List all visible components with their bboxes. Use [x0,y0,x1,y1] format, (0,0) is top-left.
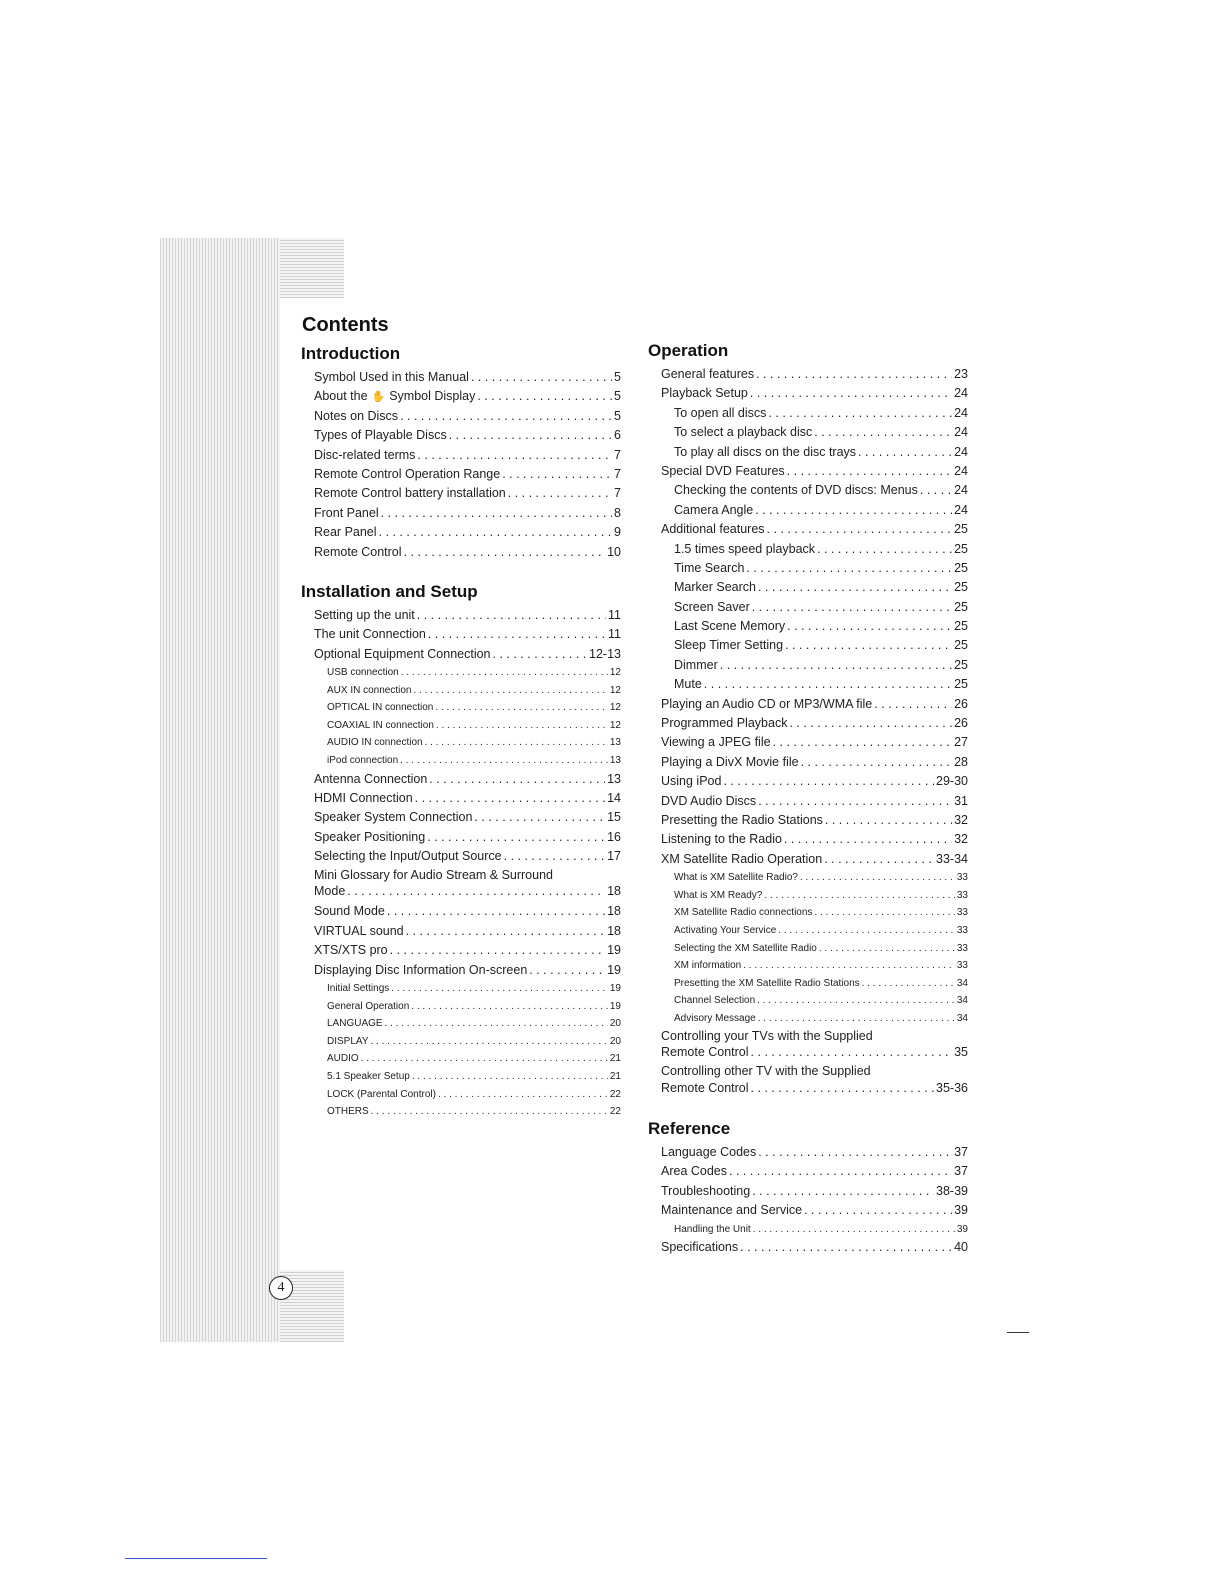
toc-entry-label: Programmed Playback [661,716,788,731]
section-heading: Introduction [301,344,401,363]
toc-subentry[interactable] [661,940,968,958]
toc-entry[interactable] [314,922,621,941]
toc-entry-label: Remote Control Operation Range [314,466,501,481]
toc-entry-label: OTHERS [327,1106,369,1118]
toc-entry[interactable] [661,520,968,539]
toc-entry-page: 24 [954,502,968,517]
toc-subentry[interactable] [314,1050,621,1068]
toc-entry-label: Activating Your Service [674,924,777,936]
toc-entry-page: 26 [954,696,968,711]
toc-entry[interactable] [661,404,968,423]
toc-entry[interactable] [661,462,968,481]
toc-subentry[interactable] [314,752,621,770]
toc-subentry[interactable] [661,975,968,993]
toc-entry-page: 34 [956,977,968,989]
toc-entry-page: 32 [954,832,968,847]
toc-entry-label: iPod connection [327,755,399,767]
toc-entry-label: Maintenance and Service [661,1203,803,1218]
toc-entry-label: Remote Control [661,1044,749,1059]
toc-entry-label: Channel Selection [674,995,756,1007]
toc-entry-label: Camera Angle [674,502,754,517]
toc-entry-page: 34 [956,1012,968,1024]
toc-entry-page: 7 [614,486,621,501]
toc-entry[interactable] [314,867,621,903]
toc-entry-label: XTS/XTS pro [314,943,388,958]
toc-entry-label: General features [661,367,755,381]
toc-entry-label: Presetting the XM Satellite Radio Stations [674,977,860,989]
toc-subentry[interactable] [314,734,621,752]
toc-entry-page: 33-34 [936,851,968,866]
toc-entry-label: Dimmer [674,657,718,672]
toc-entry[interactable] [314,828,621,847]
toc-entry-page: 33 [956,924,968,936]
toc-entry-page: 10 [607,544,621,559]
toc-entry-page: 25 [954,638,968,653]
toc-entry[interactable] [661,423,968,442]
toc-entry-page: 25 [954,599,968,614]
toc-entry-label: Front Panel [314,505,379,520]
toc-entry-label: What is XM Ready? [674,889,763,901]
toc-entry-label: About the [314,389,368,404]
toc-entry[interactable] [661,1162,968,1181]
toc-entry-label: Playing a DivX Movie file [661,754,799,769]
toc-entry-page: 12-13 [589,646,621,661]
toc-entry-label: Types of Playable Discs [314,428,447,443]
toc-entry-label: Remote Control battery installation [314,486,506,501]
toc-subentry[interactable] [661,922,968,940]
toc-entry-page: 33 [956,889,968,901]
toc-entry-page: 25 [954,560,968,575]
toc-entry-label: VIRTUAL sound [314,923,404,938]
toc-entry-page: 19 [607,943,621,958]
toc-entry[interactable] [661,598,968,617]
toc-entry-label: Presetting the Radio Stations [661,812,823,827]
toc-entry-label: Remote Control [314,544,402,559]
toc-entry-page: 8 [614,505,621,520]
toc-entry[interactable] [314,368,621,387]
toc-entry-page: 35-36 [936,1080,968,1095]
toc-entry-label: XM information [674,960,742,972]
toc-entry-label: AUX IN connection [327,684,412,696]
toc-entry-page: 26 [954,716,968,731]
toc-entry-label: Special DVD Features [661,463,785,478]
toc-entry-label: Speaker Positioning [314,829,426,844]
toc-entry-page: 18 [607,884,621,898]
toc-entry[interactable] [661,578,968,597]
toc-subentry[interactable] [661,1221,968,1239]
toc-entry[interactable] [314,902,621,921]
toc-entry-label: Disc-related terms [314,447,416,462]
toc-entry-page: 9 [614,525,621,540]
toc-section-introduction [301,342,621,562]
toc-subentry[interactable] [314,998,621,1016]
toc-entry-label: Additional features [661,522,765,537]
toc-entry-label: Controlling your TVs with the Supplied [661,1028,873,1043]
toc-entry-label: DISPLAY [327,1035,369,1047]
toc-entry-label: 1.5 times speed playback [674,541,816,556]
toc-entry-label: Advisory Message [674,1012,756,1024]
toc-entry-page: 5 [614,370,621,384]
toc-entry[interactable] [314,387,621,406]
toc-entry-label: Optional Equipment Connection [314,646,491,661]
toc-subentry[interactable] [314,1103,621,1121]
toc-entry[interactable] [661,830,968,849]
toc-entry[interactable] [661,656,968,675]
toc-entry-page: 22 [609,1106,621,1118]
toc-entry-page: 24 [954,463,968,478]
toc-entry-label: Rear Panel [314,525,377,540]
toc-entry[interactable] [661,1063,968,1099]
toc-entry-page: 29-30 [936,774,968,789]
toc-entry[interactable] [314,961,621,980]
toc-entry-label: Sound Mode [314,904,385,919]
toc-entry-page: 6 [614,428,621,443]
toc-entry-label: Checking the contents of DVD discs: Menus [674,483,918,498]
toc-entry-label: Antenna Connection [314,771,428,786]
toc-entry-page: 20 [609,1035,621,1047]
toc-right-column [648,339,968,1276]
toc-entry-label: XM Satellite Radio Operation [661,851,823,866]
toc-section-installation [301,580,621,1121]
toc-entry-label: Listening to the Radio [661,832,782,847]
page-number-badge: 4 [269,1276,293,1300]
toc-entry[interactable] [661,1201,968,1220]
toc-entry-page: 24 [954,386,968,401]
toc-subentry[interactable] [314,664,621,682]
page-title: Contents [302,314,389,336]
toc-entry[interactable] [661,695,968,714]
toc-entry-label: Symbol Display [389,389,476,404]
toc-entry[interactable] [661,636,968,655]
toc-section-operation [648,339,968,1099]
toc-entry-page: 35 [954,1044,968,1059]
toc-entry-label: Language Codes [661,1145,757,1160]
toc-subentry[interactable] [661,887,968,905]
toc-entry[interactable] [661,1238,968,1257]
toc-entry[interactable] [314,625,621,644]
toc-entry-label: What is XM Satellite Radio? [674,872,798,884]
toc-subentry[interactable] [314,1015,621,1033]
toc-entry-page: 7 [614,447,621,462]
toc-entry-label: Initial Settings [327,982,390,994]
toc-entry[interactable] [314,426,621,445]
toc-entry-page: 12 [609,684,621,696]
toc-subentry[interactable] [314,717,621,735]
toc-entry-label: 5.1 Speaker Setup [327,1070,410,1082]
toc-entry-label: Setting up the unit [314,607,415,622]
section-heading: Installation and Setup [301,581,478,601]
toc-entry-page: 24 [954,425,968,440]
toc-entry-page: 38-39 [936,1183,968,1198]
page-corner-mark [1007,1332,1029,1333]
toc-entry-page: 18 [607,923,621,938]
toc-entry[interactable] [314,941,621,960]
toc-entry-label: LANGUAGE [327,1018,383,1030]
toc-entry-page: 11 [608,607,621,622]
toc-entry-page: 11 [608,627,621,642]
toc-entry-page: 39 [954,1203,968,1218]
toc-entry-page: 19 [609,1000,621,1012]
toc-entry-label: To open all discs [674,405,767,420]
toc-entry-page: 34 [956,995,968,1007]
toc-subentry[interactable] [314,1068,621,1086]
toc-entry-label: Displaying Disc Information On-screen [314,962,528,977]
toc-entry-page: 21 [609,1053,621,1065]
toc-subentry[interactable] [314,1086,621,1104]
toc-entry-label: Troubleshooting [661,1183,751,1198]
toc-entry-page: 33 [956,942,968,954]
toc-entry-page: 20 [609,1018,621,1030]
toc-entry[interactable] [314,645,621,664]
toc-entry-page: 19 [607,962,621,977]
toc-entry-label: AUDIO IN connection [327,737,423,749]
toc-entry-page: 25 [954,619,968,634]
toc-entry-page: 5 [614,408,621,423]
toc-entry-label: Notes on Discs [314,408,399,423]
toc-entry-page: 23 [954,367,968,381]
toc-entry[interactable] [661,811,968,830]
toc-entry[interactable] [661,714,968,733]
toc-subentry[interactable] [314,682,621,700]
toc-entry[interactable] [314,523,621,542]
toc-entry-page: 18 [607,904,621,919]
section-heading: Operation [648,341,729,360]
toc-entry[interactable] [661,733,968,752]
toc-entry-page: 13 [607,771,621,786]
toc-entry-label: Selecting the Input/Output Source [314,849,502,864]
toc-entry-label: Last Scene Memory [674,619,786,634]
toc-subentry[interactable] [661,904,968,922]
toc-entry[interactable] [661,617,968,636]
toc-entry[interactable] [314,407,621,426]
toc-entry-label: DVD Audio Discs [661,793,757,808]
toc-entry-page: 39 [956,1223,968,1235]
toc-entry-page: 24 [954,483,968,498]
toc-entry-page: 25 [954,580,968,595]
toc-entry[interactable] [661,384,968,403]
toc-entry[interactable] [314,808,621,827]
toc-entry-page: 37 [954,1145,968,1160]
toc-entry-label: Viewing a JPEG file [661,735,771,750]
toc-entry[interactable] [314,543,621,562]
toc-entry-page: 16 [607,829,621,844]
toc-entry[interactable] [661,365,968,384]
toc-entry-label: Time Search [674,560,745,575]
toc-entry-label: Remote Control [661,1080,749,1095]
toc-entry[interactable] [661,1143,968,1162]
toc-entry[interactable] [661,772,968,791]
toc-entry-label: Sleep Timer Setting [674,638,784,653]
toc-entry-page: 5 [614,389,621,404]
toc-entry-label: Specifications [661,1240,739,1255]
toc-entry-label: COAXIAL IN connection [327,719,434,731]
toc-entry-page: 33 [956,872,968,884]
toc-entry-label: Controlling other TV with the Supplied [661,1064,871,1079]
toc-entry[interactable] [314,484,621,503]
toc-subentry[interactable] [661,869,968,887]
toc-entry-label: Playing an Audio CD or MP3/WMA file [661,696,873,711]
toc-entry-page: 19 [609,982,621,994]
toc-entry[interactable] [661,1028,968,1064]
toc-entry-label: Mute [674,677,702,692]
toc-entry[interactable] [661,675,968,694]
toc-entry-page: 33 [956,960,968,972]
toc-entry-label: To select a playback disc [674,425,813,440]
toc-entry-page: 15 [607,810,621,825]
toc-entry-page: 40 [954,1240,968,1255]
toc-entry[interactable] [314,465,621,484]
toc-entry-label: General Operation [327,1000,410,1012]
toc-entry-page: 25 [954,522,968,537]
footer-rule [125,1558,267,1559]
toc-entry[interactable] [661,850,968,869]
toc-entry-page: 24 [954,444,968,459]
toc-entry-page: 31 [954,793,968,808]
toc-entry-label: Mini Glossary for Audio Stream & Surround [314,867,553,882]
toc-entry[interactable] [661,792,968,811]
toc-entry[interactable] [314,446,621,465]
toc-entry[interactable] [314,504,621,523]
toc-entry-page: 12 [609,702,621,714]
toc-subentry[interactable] [661,957,968,975]
toc-entry[interactable] [314,789,621,808]
toc-subentry[interactable] [661,992,968,1010]
toc-entry-page: 25 [954,677,968,692]
hand-symbol-icon: ✋ [371,391,386,404]
toc-entry[interactable] [661,1182,968,1201]
toc-subentry[interactable] [314,699,621,717]
toc-entry-page: 27 [954,735,968,750]
toc-entry[interactable] [661,481,968,500]
toc-entry-label: Selecting the XM Satellite Radio [674,942,817,954]
toc-entry-label: The unit Connection [314,627,426,642]
toc-entry[interactable] [661,443,968,462]
side-band-top-tab [280,238,344,298]
toc-subentry[interactable] [661,1010,968,1028]
toc-entry-page: 24 [954,405,968,420]
toc-entry-page: 22 [609,1088,621,1100]
toc-entry-page: 17 [607,849,621,864]
toc-entry[interactable] [661,559,968,578]
toc-left-column [301,342,621,1139]
toc-entry-label: USB connection [327,667,399,679]
toc-entry-label: Symbol Used in this Manual [314,370,469,384]
toc-entry-label: Using iPod [661,774,722,789]
toc-subentry[interactable] [314,980,621,998]
toc-entry-label: Playback Setup [661,386,748,401]
toc-entry-page: 14 [607,791,621,806]
side-band-decoration [160,238,280,1342]
toc-entry-label: XM Satellite Radio connections [674,907,813,919]
toc-entry-label: LOCK (Parental Control) [327,1088,436,1100]
toc-entry-page: 21 [609,1070,621,1082]
toc-entry-label: Mode [314,884,346,898]
toc-entry-label: OPTICAL IN connection [327,702,434,714]
toc-subentry[interactable] [314,1033,621,1051]
toc-entry-label: To play all discs on the disc trays [674,444,857,459]
toc-entry-page: 12 [609,719,621,731]
toc-entry-label: HDMI Connection [314,791,413,806]
toc-entry-label: Speaker System Connection [314,810,473,825]
toc-entry[interactable] [314,847,621,866]
toc-entry-page: 25 [954,657,968,672]
toc-entry-label: Handling the Unit [674,1223,751,1235]
toc-entry-page: 13 [609,755,621,767]
toc-entry-page: 7 [614,466,621,481]
toc-section-reference [648,1117,968,1258]
toc-entry-label: Screen Saver [674,599,750,614]
toc-entry[interactable] [314,606,621,625]
toc-entry-page: 13 [609,737,621,749]
toc-entry-page: 37 [954,1164,968,1179]
toc-entry-label: Area Codes [661,1164,728,1179]
toc-entry-label: AUDIO [327,1053,359,1065]
toc-entry-page: 25 [954,541,968,556]
section-heading: Reference [648,1119,731,1139]
toc-entry-page: 12 [609,667,621,679]
toc-entry-page: 28 [954,754,968,769]
toc-entry-page: 32 [954,812,968,827]
toc-entry-page: 33 [956,907,968,919]
toc-entry[interactable] [661,501,968,520]
toc-entry[interactable] [661,540,968,559]
toc-entry-label: Marker Search [674,580,756,595]
toc-entry[interactable] [661,753,968,772]
toc-entry[interactable] [314,770,621,789]
